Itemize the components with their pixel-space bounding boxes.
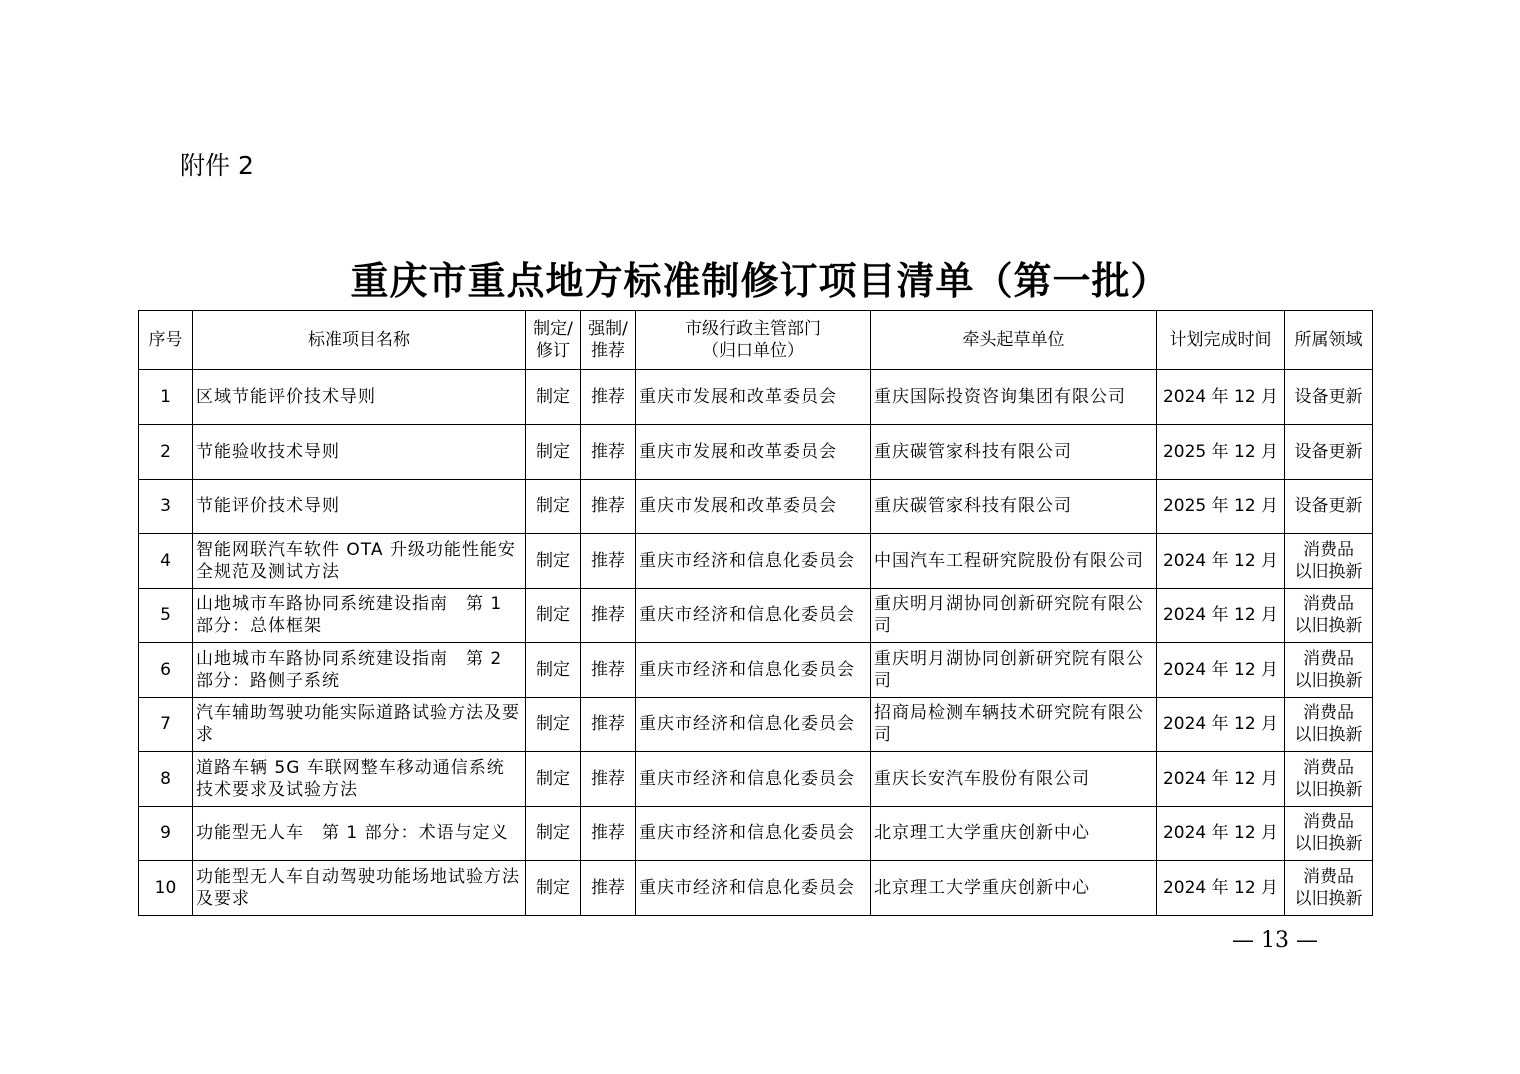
cell-drafter: 重庆碳管家科技有限公司 [871,479,1157,534]
cell-field [1285,588,1373,643]
header-type-line2: 修订 [536,341,570,361]
cell-field-line2: 以旧换新 [1294,725,1363,746]
cell-dept: 重庆市经济和信息化委员会 [636,534,871,589]
cell-force: 推荐 [581,806,636,861]
cell-no: 5 [139,588,193,643]
cell-drafter: 重庆明月湖协同创新研究院有限公司 [871,643,1157,698]
cell-time: 2025 年 12 月 [1157,425,1285,480]
cell-field-line1: 消费品 [1303,866,1354,887]
cell-no: 9 [139,806,193,861]
cell-field [1285,643,1373,698]
cell-no: 3 [139,479,193,534]
cell-name: 道路车辆 5G 车联网整车移动通信系统技术要求及试验方法 [193,752,526,807]
cell-drafter: 重庆明月湖协同创新研究院有限公司 [871,588,1157,643]
cell-drafter: 重庆碳管家科技有限公司 [871,425,1157,480]
cell-name: 山地城市车路协同系统建设指南 第 1 部分：总体框架 [193,588,526,643]
cell-name: 汽车辅助驾驶功能实际道路试验方法及要求 [193,697,526,752]
cell-no: 10 [139,861,193,916]
header-force-line1: 强制/ [588,319,628,339]
cell-field [1285,370,1373,425]
cell-force: 推荐 [581,588,636,643]
table-row [139,806,1373,861]
cell-time: 2024 年 12 月 [1157,534,1285,589]
cell-dept: 重庆市经济和信息化委员会 [636,643,871,698]
cell-field-line1: 消费品 [1303,812,1354,833]
cell-dept: 重庆市经济和信息化委员会 [636,588,871,643]
cell-field-line1: 消费品 [1303,757,1354,778]
header-type [526,311,581,370]
cell-time: 2024 年 12 月 [1157,861,1285,916]
cell-force: 推荐 [581,425,636,480]
cell-field [1285,534,1373,589]
table-header-row [139,311,1373,370]
cell-dept: 重庆市发展和改革委员会 [636,479,871,534]
cell-force: 推荐 [581,643,636,698]
cell-field-line1: 消费品 [1303,594,1354,615]
cell-drafter: 北京理工大学重庆创新中心 [871,806,1157,861]
cell-time: 2024 年 12 月 [1157,643,1285,698]
cell-force: 推荐 [581,752,636,807]
page-number: — 13 — [1232,928,1318,953]
header-field: 所属领域 [1285,311,1373,370]
header-drafter: 牵头起草单位 [871,311,1157,370]
cell-force: 推荐 [581,697,636,752]
attachment-label: 附件 2 [180,151,254,180]
cell-type: 制定 [526,588,581,643]
cell-name: 功能型无人车自动驾驶功能场地试验方法及要求 [193,861,526,916]
cell-field-line1: 设备更新 [1294,441,1363,462]
cell-time: 2024 年 12 月 [1157,752,1285,807]
cell-time: 2024 年 12 月 [1157,697,1285,752]
cell-type: 制定 [526,752,581,807]
cell-drafter: 北京理工大学重庆创新中心 [871,861,1157,916]
cell-type: 制定 [526,370,581,425]
cell-type: 制定 [526,643,581,698]
cell-name: 区域节能评价技术导则 [193,370,526,425]
cell-drafter: 中国汽车工程研究院股份有限公司 [871,534,1157,589]
cell-field-line2: 以旧换新 [1294,616,1363,637]
table-row [139,425,1373,480]
table-row [139,370,1373,425]
cell-time: 2024 年 12 月 [1157,370,1285,425]
cell-force: 推荐 [581,534,636,589]
cell-dept: 重庆市发展和改革委员会 [636,370,871,425]
cell-name: 智能网联汽车软件 OTA 升级功能性能安全规范及测试方法 [193,534,526,589]
table-row [139,534,1373,589]
cell-no: 4 [139,534,193,589]
header-no: 序号 [139,311,193,370]
cell-field [1285,752,1373,807]
project-list-table [138,310,1373,916]
cell-drafter: 重庆国际投资咨询集团有限公司 [871,370,1157,425]
cell-no: 2 [139,425,193,480]
cell-type: 制定 [526,861,581,916]
cell-dept: 重庆市经济和信息化委员会 [636,697,871,752]
cell-time: 2024 年 12 月 [1157,588,1285,643]
cell-time: 2024 年 12 月 [1157,806,1285,861]
cell-force: 推荐 [581,861,636,916]
cell-dept: 重庆市发展和改革委员会 [636,425,871,480]
cell-field-line2: 以旧换新 [1294,834,1363,855]
cell-time: 2025 年 12 月 [1157,479,1285,534]
cell-field-line1: 设备更新 [1294,387,1363,407]
table-row [139,588,1373,643]
cell-field-line2: 以旧换新 [1294,888,1363,909]
cell-field-line1: 设备更新 [1294,496,1363,517]
table-row [139,697,1373,752]
cell-no: 6 [139,643,193,698]
cell-name: 节能评价技术导则 [193,479,526,534]
cell-name: 功能型无人车 第 1 部分：术语与定义 [193,806,526,861]
cell-type: 制定 [526,425,581,480]
cell-field-line2: 以旧换新 [1294,779,1363,800]
header-force [581,311,636,370]
cell-force: 推荐 [581,479,636,534]
cell-type: 制定 [526,479,581,534]
header-name: 标准项目名称 [193,311,526,370]
cell-field-line1: 消费品 [1303,539,1354,560]
cell-field [1285,806,1373,861]
table-row [139,861,1373,916]
document-title: 重庆市重点地方标准制修订项目清单（第一批） [350,258,1170,303]
cell-name: 山地城市车路协同系统建设指南 第 2 部分：路侧子系统 [193,643,526,698]
header-time: 计划完成时间 [1157,311,1285,370]
cell-field-line1: 消费品 [1303,703,1354,724]
table-row [139,752,1373,807]
cell-field-line2: 以旧换新 [1294,561,1363,582]
cell-drafter: 重庆长安汽车股份有限公司 [871,752,1157,807]
cell-no: 7 [139,697,193,752]
cell-dept: 重庆市经济和信息化委员会 [636,861,871,916]
header-dept-line1: 市级行政主管部门 [685,319,821,339]
cell-type: 制定 [526,806,581,861]
cell-type: 制定 [526,534,581,589]
header-force-line2: 推荐 [591,341,625,361]
header-type-line1: 制定/ [533,319,573,339]
cell-drafter: 招商局检测车辆技术研究院有限公司 [871,697,1157,752]
header-dept [636,311,871,370]
cell-dept: 重庆市经济和信息化委员会 [636,806,871,861]
cell-force: 推荐 [581,370,636,425]
cell-type: 制定 [526,697,581,752]
cell-field [1285,479,1373,534]
cell-field [1285,861,1373,916]
cell-field-line1: 消费品 [1303,648,1354,669]
cell-field-line2: 以旧换新 [1294,670,1363,691]
header-dept-line2: （归口单位） [702,341,804,361]
table-row [139,643,1373,698]
cell-field [1285,697,1373,752]
table-row [139,479,1373,534]
cell-no: 8 [139,752,193,807]
cell-no: 1 [139,370,193,425]
cell-dept: 重庆市经济和信息化委员会 [636,752,871,807]
cell-field [1285,425,1373,480]
cell-name: 节能验收技术导则 [193,425,526,480]
